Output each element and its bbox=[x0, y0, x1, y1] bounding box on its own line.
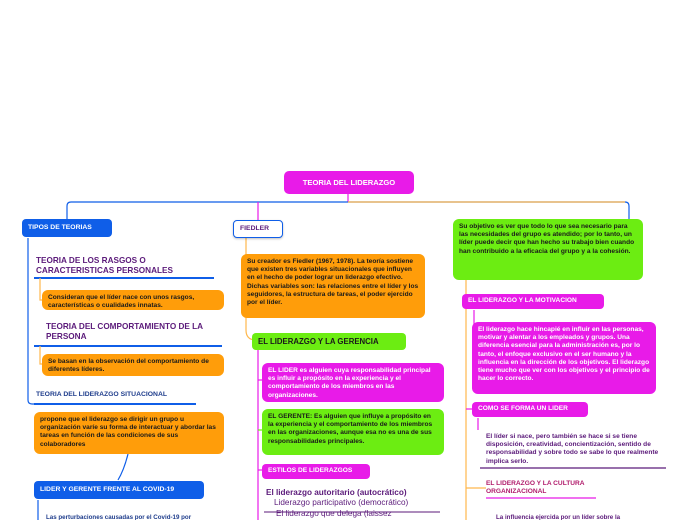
lider-text-node[interactable]: EL LIDER es alguien cuya responsabilidad principal es influir a propósito en la experiencia y el comportamiento de los miembros en las organizaciones. bbox=[262, 363, 444, 402]
forma-lider-node[interactable]: COMO SE FORMA UN LIDER bbox=[472, 402, 588, 417]
estilos-node[interactable]: ESTILOS DE LIDERAZGOS bbox=[262, 464, 370, 479]
fiedler-text-node[interactable]: Su creador es Fiedler (1967, 1978). La teoría sostiene que existen tres variables situacionales que influyen en el hecho de poder lograr un liderazgo efectivo. Dichas variables son: las relaciones entre el líder y los seguidores, la estructura de tareas, el poder ejercido por el líder. bbox=[241, 254, 425, 318]
comportamiento-title[interactable]: TEORIA DEL COMPORTAMIENTO DE LA PERSONA bbox=[46, 322, 203, 342]
cultura-text[interactable]: La influencia ejercida por un líder sobre la bbox=[496, 514, 621, 520]
gerente-text-node[interactable]: EL GERENTE: Es alguien que influye a propósito en la experiencia y el comportamiento de los miembros en las organizaciones, aunque esa no es una de sus responsabilidades principales. bbox=[262, 409, 444, 455]
objetivo-text-node[interactable]: Su objetivo es ver que todo lo que sea necesario para las necesidades del grupo es atendido; por lo tanto, un líder puede decir que han hecho su trabajo bien cuando han contribuido a la eficacia del grupo y a la cohesión. bbox=[453, 219, 643, 280]
rasgos-text-node[interactable]: Consideran que el líder nace con unos rasgos, características o cualidades innatas. bbox=[42, 290, 224, 310]
gerencia-node[interactable]: EL LIDERAZGO Y LA GERENCIA bbox=[252, 333, 406, 350]
estilos-list[interactable] bbox=[266, 488, 446, 520]
autoritario-item: El liderazgo autoritario (autocrático) bbox=[266, 488, 407, 497]
motivacion-text-node[interactable]: El liderazgo hace hincapié en influir en las personas, motivar y alentar a los empleados y grupos. Una diferencia esencial para la administración es, por lo tanto, el enfoque exclusivo en el ser humano y la influencia en la dirección de los objetivos. El liderazgo tiene mucho que ver con los objetivos y el principio de hacer lo correcto. bbox=[472, 322, 656, 394]
cultura-title[interactable]: EL LIDERAZGO Y LA CULTURA ORGANIZACIONAL bbox=[486, 480, 585, 496]
covid-node[interactable]: LIDER Y GERENTE FRENTE AL COVID-19 bbox=[34, 481, 204, 499]
forma-lider-text[interactable]: El líder si nace, pero también se hace si se tiene disposición, creatividad, concientización, sentido de responsabilidad y sobre todo se sabe lo que realmente implica serlo. bbox=[486, 433, 659, 465]
rasgos-title[interactable]: TEORIA DE LOS RASGOS O CARACTERISTICAS PERSONALES bbox=[36, 256, 173, 276]
delega-item: El liderazgo que delega (laissez bbox=[276, 508, 392, 518]
participativo-item: Liderazgo participativo (democrático) bbox=[274, 498, 409, 508]
comportamiento-text-node[interactable]: Se basan en la observación del comportamiento de diferentes líderes. bbox=[42, 354, 224, 376]
situacional-text-node[interactable]: propone que el liderazgo se dirigir un grupo u organización varíe su forma de interactuar y abordar las tareas en función de las condiciones de sus colaboradores bbox=[34, 412, 224, 454]
root-label: TEORIA DEL LIDERAZGO bbox=[302, 177, 396, 187]
root-node[interactable] bbox=[284, 171, 414, 194]
motivacion-node[interactable]: EL LIDERAZGO Y LA MOTIVACION bbox=[462, 294, 604, 309]
tipos-teorias-label: TIPOS DE TEORIAS bbox=[28, 223, 92, 231]
fiedler-node[interactable]: FIEDLER bbox=[233, 220, 283, 238]
covid-text[interactable]: Las perturbaciones causadas por el Covid-19 por bbox=[46, 514, 192, 520]
tipos-teorias-node[interactable] bbox=[22, 219, 112, 237]
situacional-title[interactable]: TEORIA DEL LIDERAZGO SITUACIONAL bbox=[36, 391, 168, 398]
